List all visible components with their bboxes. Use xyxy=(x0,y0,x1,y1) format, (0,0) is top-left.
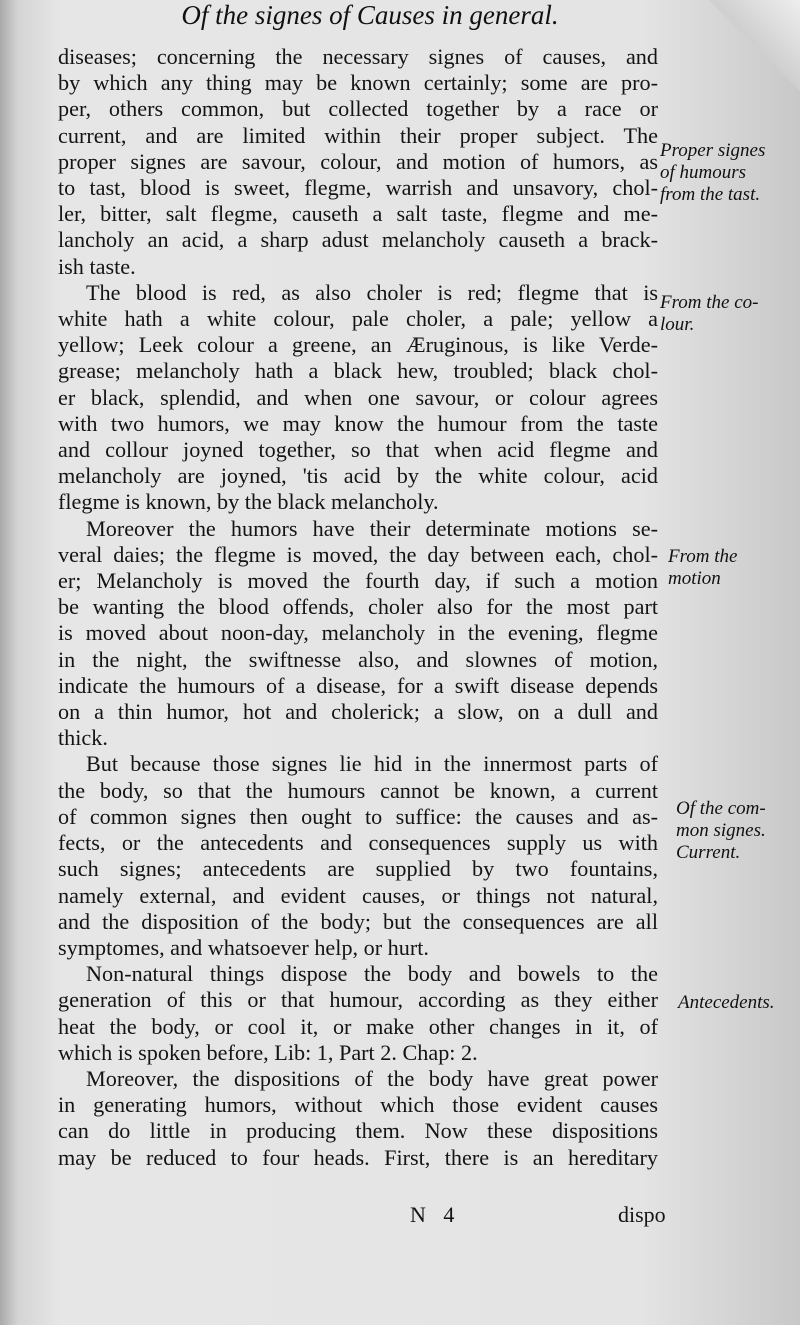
text-line: to tast, blood is sweet, flegme, warrish and unsavory, chol- xyxy=(58,175,658,201)
text-line: in the night, the swiftnesse also, and slownes of motion, xyxy=(58,646,658,672)
margin-note xyxy=(676,798,800,864)
text-line: namely external, and evident causes, or things not natural, xyxy=(58,882,658,908)
text-line: yellow; Leek colour a greene, an Æruginous, is like Verde- xyxy=(58,332,658,358)
text-line: ler, bitter, salt flegme, causeth a salt taste, flegme and me- xyxy=(58,201,658,227)
paragraph xyxy=(58,280,658,516)
text-line: But because those signes lie hid in the innermost parts of xyxy=(86,751,658,777)
body-text xyxy=(58,44,658,1171)
text-line: of common signes then ought to suffice: the causes and as- xyxy=(58,803,658,829)
paragraph xyxy=(58,961,658,1066)
text-line: which is spoken before, Lib: 1, Part 2. Chap: 2. xyxy=(58,1039,478,1065)
text-line: per, others common, but collected together by a race or xyxy=(58,96,658,122)
text-line: by which any thing may be known certainly; some are pro- xyxy=(58,70,658,96)
text-line: lancholy an acid, a sharp adust melancholy causeth a brack- xyxy=(58,227,658,253)
text-line: symptomes, and whatsoever help, or hurt. xyxy=(58,934,429,960)
text-line: be wanting the blood offends, choler also for the most part xyxy=(58,594,658,620)
text-line: proper signes are savour, colour, and motion of humors, as xyxy=(58,148,658,174)
running-title: Of the signes of Causes in general. xyxy=(181,0,559,30)
catchword: dispo xyxy=(618,1202,666,1227)
text-line: indicate the humours of a disease, for a swift disease depends xyxy=(58,672,658,698)
text-line: the body, so that the humours cannot be known, a current xyxy=(58,777,658,803)
text-line: and the disposition of the body; but the consequences are all xyxy=(58,908,658,934)
text-line: thick. xyxy=(58,725,108,751)
text-line: heat the body, or cool it, or make other changes in it, of xyxy=(58,1013,658,1039)
paragraph xyxy=(58,751,658,961)
text-line: er black, splendid, and when one savour, or colour agrees xyxy=(58,384,658,410)
signature-mark: N 4 xyxy=(410,1202,461,1227)
text-line: in generating humors, without which those evident causes xyxy=(58,1092,658,1118)
text-line: current, and are limited within their proper subject. The xyxy=(58,122,658,148)
margin-note-line: From the co- xyxy=(660,292,759,313)
text-line: grease; melancholy hath a black hew, troubled; black chol- xyxy=(58,358,658,384)
margin-note xyxy=(660,140,800,206)
text-line: The blood is red, as also choler is red; flegme that is xyxy=(86,279,658,305)
text-line: veral daies; the flegme is moved, the day between each, chol- xyxy=(58,541,658,567)
paragraph xyxy=(58,44,658,280)
page-corner-fold xyxy=(700,0,800,100)
text-line: melancholy are joyned, 'tis acid by the white colour, acid xyxy=(58,463,658,489)
text-line: er; Melancholy is moved the fourth day, if such a motion xyxy=(58,568,658,594)
margin-note-line: Current. xyxy=(676,842,741,863)
margin-note xyxy=(678,992,800,1014)
margin-note xyxy=(660,292,800,336)
margin-note-line: Proper signes xyxy=(660,140,766,161)
text-line: white hath a white colour, pale choler, a pale; yellow a xyxy=(58,306,658,332)
text-line: Non-natural things dispose the body and bowels to the xyxy=(86,961,658,987)
paragraph xyxy=(58,1066,658,1171)
text-line: generation of this or that humour, according as they either xyxy=(58,987,658,1013)
text-line: with two humors, we may know the humour from the taste xyxy=(58,410,658,436)
text-line: flegme is known, by the black melancholy. xyxy=(58,489,439,515)
margin-note-line: of humours xyxy=(660,162,747,183)
margin-note-line: Of the com- xyxy=(676,798,766,819)
margin-note-line: lour. xyxy=(660,314,695,335)
text-line: diseases; concerning the necessary signes of causes, and xyxy=(58,44,658,69)
margin-note-line: Antecedents. xyxy=(678,992,775,1013)
text-line: Moreover, the dispositions of the body have great power xyxy=(86,1065,658,1091)
margin-note-line: mon signes. xyxy=(676,820,766,841)
text-line: may be reduced to four heads. First, there is an hereditary xyxy=(58,1144,658,1170)
margin-note-line: from the tast. xyxy=(660,184,761,205)
text-line: ish taste. xyxy=(58,253,136,279)
paragraph xyxy=(58,516,658,752)
margin-note xyxy=(668,546,800,590)
text-line: on a thin humor, hot and cholerick; a slow, on a dull and xyxy=(58,699,658,725)
text-line: such signes; antecedents are supplied by two fountains, xyxy=(58,856,658,882)
margin-note-line: motion xyxy=(668,568,721,589)
text-line: fects, or the antecedents and consequences supply us with xyxy=(58,830,658,856)
text-line: and collour joyned together, so that when acid flegme and xyxy=(58,437,658,463)
text-line: can do little in producing them. Now these dispositions xyxy=(58,1118,658,1144)
text-line: is moved about noon-day, melancholy in the evening, flegme xyxy=(58,620,658,646)
margin-note-line: From the xyxy=(668,546,738,567)
text-line: Moreover the humors have their determinate motions se- xyxy=(86,515,658,541)
